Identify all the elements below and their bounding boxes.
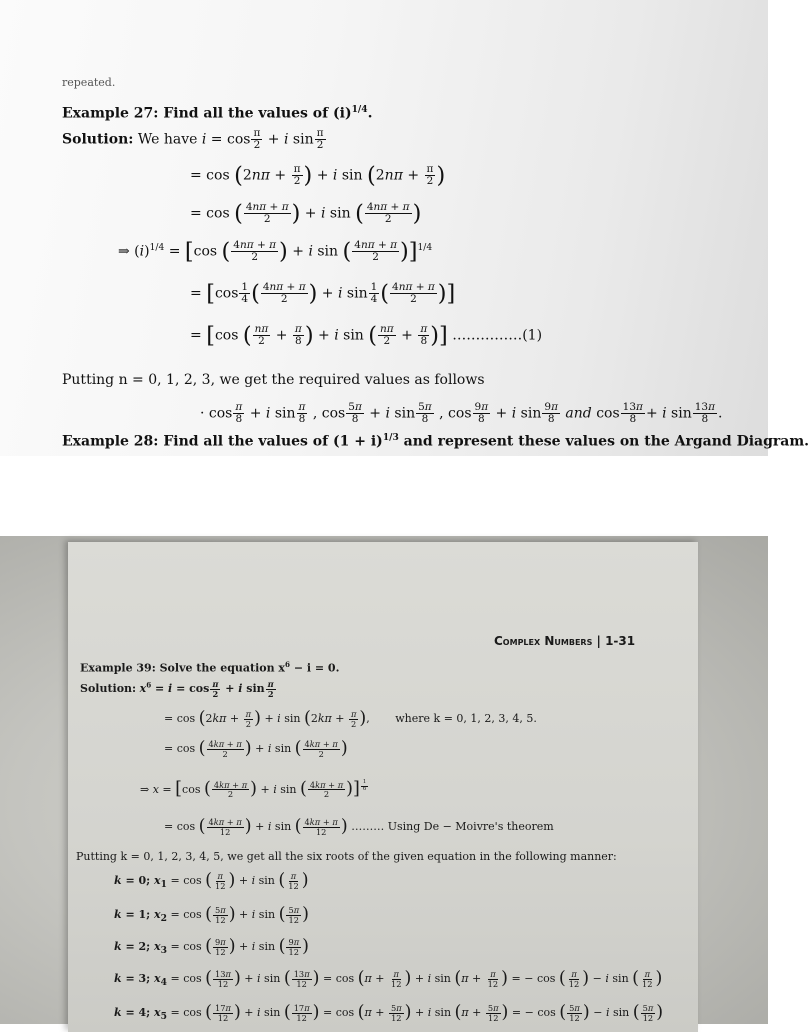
equation-line-5: = [cos $\frac{1}{4}$ ( $\frac{4n\pi + \pi}{2}$ ) + i sin $\frac{1}{4}$ ( $\frac{4n\pi + \pi}{2}$ )] — [190, 280, 456, 307]
root-k0: k = 0; $x_1 = \cos$ ( $\frac{\pi}{12}$ ) + i sin ( $\frac{\pi}{12}$ ) — [114, 870, 309, 891]
example-28-title — [62, 432, 809, 450]
bottom-eq-5: = cos ( $\frac{4k\pi + \pi}{12}$ ) + i sin ( $\frac{4k\pi + \pi}{12}$ ) ……… Using De − Moivre's theorem — [164, 816, 554, 837]
root-k2: k = 2; $x_3 = \cos$ ( $\frac{9\pi}{12}$ ) + i sin ( $\frac{9\pi}{12}$ ) — [114, 936, 309, 957]
cut-text-value: repeated. — [62, 76, 116, 89]
demoivre-text: ……… Using De − Moivre's theorem — [351, 820, 554, 834]
putting-line — [62, 372, 485, 388]
root-k4: k = 4; $x_5 = \cos$ ( $\frac{17\pi}{12}$ ) + i sin ( $\frac{17\pi}{12}$ ) = cos (π + $\frac{5\pi}{12}$ ) + i sin (π + $\frac{5\pi}{12}$ ) = − cos ( $\frac{5\pi}{12}$ ) − i sin ( $\frac{5\pi}{12}$ ) — [114, 1002, 664, 1023]
equation-line-6: = [cos ( $\frac{n\pi}{2}$ + $\frac{\pi}{8}$ ) + i sin ( $\frac{n\pi}{2}$ + $\frac{\pi}{8}$ )] ……………(1) — [190, 322, 543, 349]
example-39-title — [80, 660, 339, 675]
ex28-tail: and represent these values on the Argand Diagram. — [403, 433, 809, 450]
equation-line-3: = cos ( $\frac{4n\pi + \pi}{2}$ ) + i sin ( $\frac{4n\pi + \pi}{2}$ ) — [190, 200, 422, 227]
top-page-photo — [0, 0, 809, 456]
ex39-power: 6 — [285, 660, 290, 669]
bottom-eq-2: = cos (2kπ + $\frac{\pi}{2}$ ) + i sin (2kπ + $\frac{\pi}{2}$ ), where k = 0, 1, 2, 3, 4, 5. — [164, 708, 537, 729]
bottom-putting-line — [76, 850, 617, 863]
bottom-solution-line: Solution: $x^6 = i = \cos$ $\frac{\pi}{2}$ + i sin $\frac{\pi}{2}$ — [80, 679, 274, 699]
bottom-eq-4: ⇒ x = [cos ( $\frac{4k\pi + \pi}{2}$ ) + i sin ( $\frac{4k\pi + \pi}{2}$ )] $^{\frac{1}{6}}$ — [140, 778, 367, 800]
equation-line-4: ⇒ $(i)^{1/4} = [\cos$ ( $\frac{4n\pi + \pi}{2}$ ) + i sin ( $\frac{4n\pi + \pi}{2}$ )]$^{1/4}$ — [118, 238, 433, 265]
bottom-solution-label: Solution: — [80, 682, 137, 696]
bottom-eq-3: = cos ( $\frac{4k\pi + \pi}{2}$ ) + i sin ( $\frac{4k\pi + \pi}{2}$ ) — [164, 738, 348, 759]
solution-line-1: Solution: We have i = cos $\frac{\pi}{2}$ + i sin $\frac{\pi}{2}$ — [62, 127, 324, 152]
header-text: Complex Numbers | 1-31 — [494, 634, 636, 648]
ex27-title-text: Example 27: Find all the values of (i) — [62, 105, 352, 122]
solution-intro: We have — [137, 131, 198, 148]
equation-tag: ……………(1) — [452, 327, 543, 344]
ex39-title-text: Example 39: Solve the equation x — [80, 661, 285, 675]
ex28-title-text: Example 28: Find all the values of (1 + i) — [62, 433, 383, 450]
white-gap — [0, 456, 768, 536]
page-header — [494, 634, 635, 648]
example-27-title: Example 27: Find all the values of $(i)^{1/4}$. — [62, 104, 373, 122]
putting-text: Putting n = 0, 1, 2, 3, we get the required values as follows — [62, 372, 485, 388]
ex28-power: 1/3 — [382, 432, 399, 443]
bottom-putting-text: Putting k = 0, 1, 2, 3, 4, 5, we get all the six roots of the given equation in the following manner: — [76, 850, 617, 863]
ex39-tail: − i = 0. — [293, 661, 340, 675]
root-k1: k = 1; $x_2 = \cos$ ( $\frac{5\pi}{12}$ ) + i sin ( $\frac{5\pi}{12}$ ) — [114, 904, 309, 925]
values-line: · cos $\frac{\pi}{8}$ + i sin $\frac{\pi}{8}$ , cos $\frac{5\pi}{8}$ + i sin $\frac{5\pi}{8}$ , cos $\frac{9\pi}{8}$ + i sin $\frac{9\pi}{8}$ and cos $\frac{13\pi}{8}$ + i sin $\frac{13\pi}{8}$ . — [200, 401, 723, 426]
solution-label: Solution: — [62, 131, 134, 148]
ex27-power: 1/4 — [351, 104, 368, 115]
equation-line-2: = cos (2nπ + $\frac{\pi}{2}$ ) + i sin (2nπ + $\frac{\pi}{2}$ ) — [190, 162, 446, 189]
cut-text — [62, 76, 115, 89]
where-text: where k = 0, 1, 2, 3, 4, 5. — [395, 712, 537, 726]
root-k3: k = 3; $x_4 = \cos$ ( $\frac{13\pi}{12}$ ) + i sin ( $\frac{13\pi}{12}$ ) = cos (π + $\frac{\pi}{12}$ ) + i sin (π + $\frac{\pi}{12}$ ) = − cos ( $\frac{\pi}{12}$ ) − i sin ( $\frac{\pi}{12}$ ) — [114, 968, 663, 989]
and-word: and — [565, 405, 592, 422]
